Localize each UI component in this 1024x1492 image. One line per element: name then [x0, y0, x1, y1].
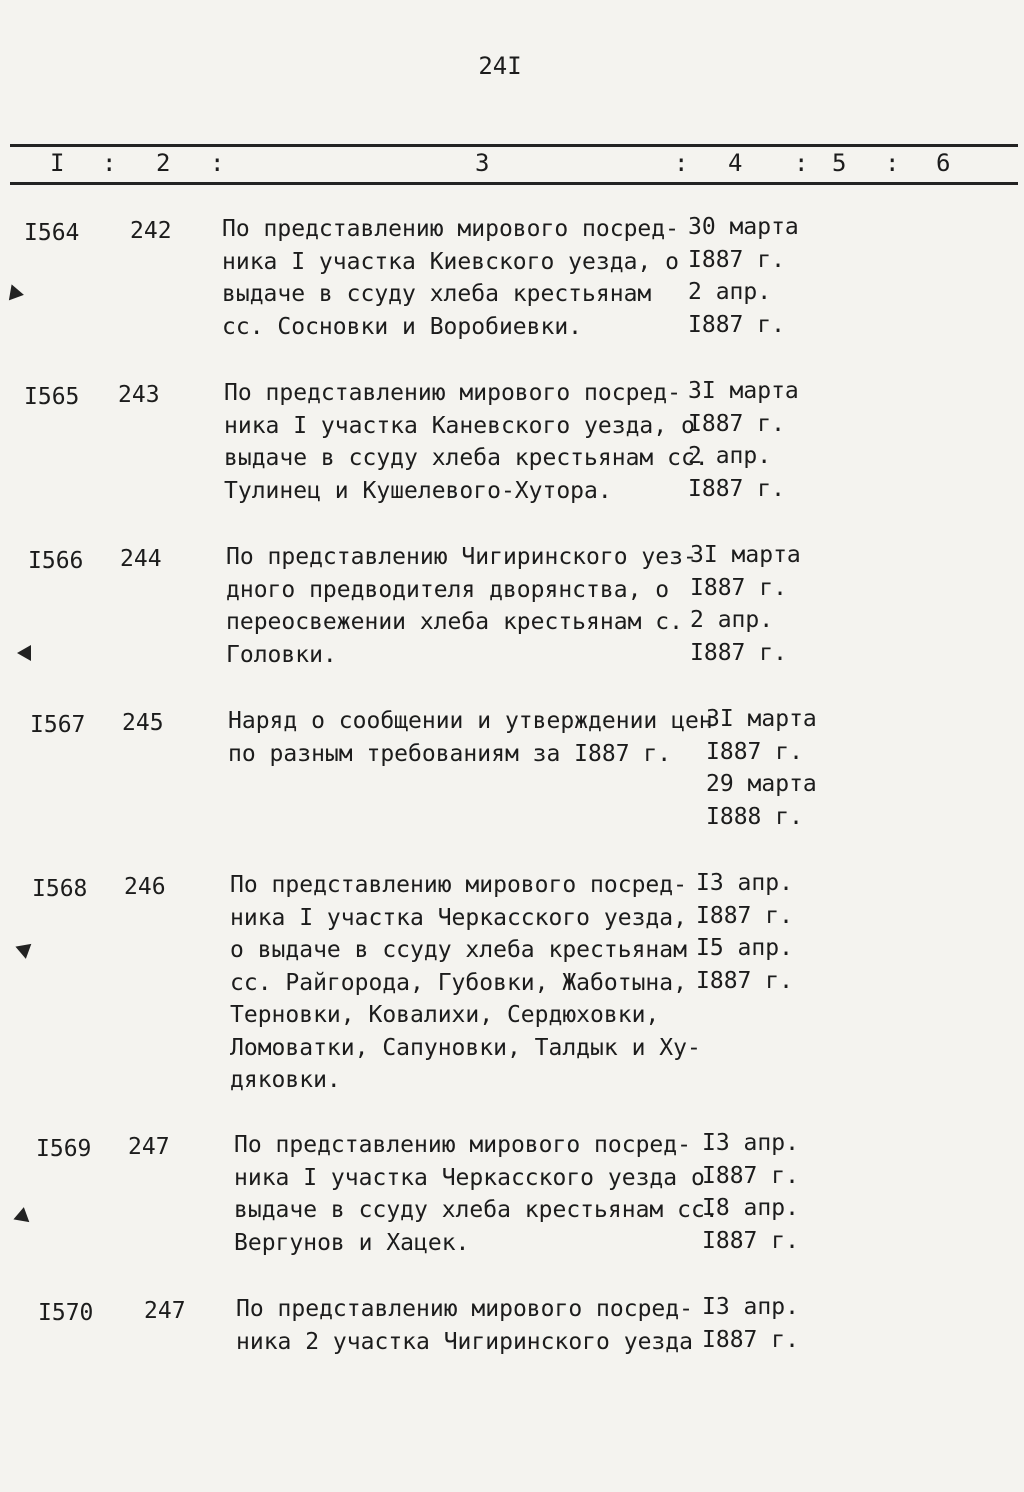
table-header-rule	[10, 182, 1018, 185]
entry-date-line: I887 г.	[690, 639, 787, 666]
page-number: 24I	[478, 52, 522, 80]
entry-sheet-number: 246	[124, 874, 166, 900]
entry-sheet-number: 242	[130, 218, 172, 244]
entry-date-line: 29 марта	[706, 771, 817, 797]
entry-date-line: I3 апр.	[702, 1294, 799, 1320]
header-col4: 4	[728, 149, 743, 177]
entry-date-line: 30 марта	[688, 214, 799, 240]
entry-number: I564	[24, 220, 80, 246]
entry-description-line: Головки.	[226, 641, 337, 668]
entry-sheet-number: 245	[122, 710, 164, 736]
entry-date-line: I887 г.	[696, 902, 793, 929]
header-col2: 2	[156, 149, 171, 177]
entry-date-line: I887 г.	[696, 967, 793, 994]
entry-description-line: По представлению мирового посред-	[236, 1296, 693, 1322]
entry-date-line: I887 г.	[688, 246, 785, 273]
entry-sheet-number: 247	[144, 1298, 186, 1324]
table-top-rule	[10, 144, 1018, 147]
entry-number: I569	[36, 1136, 92, 1162]
entry-date-line: 2 апр.	[688, 279, 772, 305]
entry-description-line: ника 2 участка Чигиринского уезда	[236, 1328, 693, 1355]
header-col1: I	[50, 149, 65, 177]
margin-mark-icon	[4, 282, 24, 301]
entry-date-line: I887 г.	[688, 311, 785, 338]
entry-date-line: I887 г.	[706, 738, 803, 765]
entry-date-line: I887 г.	[690, 574, 787, 601]
entry-date-line: 3I марта	[688, 378, 799, 404]
entry-sheet-number: 243	[118, 382, 160, 408]
header-col5: 5	[832, 149, 847, 177]
entry-date-line: 3I марта	[706, 706, 817, 732]
header-sep3: :	[674, 149, 689, 177]
header-sep1: :	[102, 149, 117, 177]
entry-description-line: По представлению мирового посред-	[230, 872, 687, 898]
entry-date-line: I887 г.	[688, 475, 785, 502]
entry-sheet-number: 244	[120, 546, 162, 572]
entry-date-line: 2 апр.	[690, 607, 774, 633]
entry-date-line: I8 апр.	[702, 1195, 799, 1221]
entry-description-line: сс. Сосновки и Воробиевки.	[222, 313, 583, 340]
margin-mark-icon	[11, 1207, 30, 1227]
entry-number: I568	[32, 876, 88, 902]
header-col6: 6	[936, 149, 951, 177]
entry-description-line: переосвежении хлеба крестьянам с.	[226, 609, 683, 635]
entry-date-line: I5 апр.	[696, 935, 793, 961]
entry-number: I566	[28, 548, 84, 574]
entry-description-line: Ломоватки, Сапуновки, Талдык и Ху-	[230, 1034, 701, 1061]
entry-description-line: выдаче в ссуду хлеба крестьянам	[222, 281, 652, 307]
header-sep5: :	[885, 149, 900, 177]
header-sep2: :	[210, 149, 225, 177]
header-sep4: :	[794, 149, 809, 177]
entry-description-line: ника I участка Киевского уезда, о	[222, 248, 679, 275]
entry-number: I567	[30, 712, 86, 738]
entry-number: I565	[24, 384, 80, 410]
entry-description-line: ника I участка Черкасского уезда,	[230, 904, 687, 931]
entry-description-line: дного предводителя дворянства, о	[226, 576, 670, 603]
entry-description-line: Наряд о сообщении и утверждении цен	[228, 708, 713, 734]
entry-description-line: По представлению Чигиринского уез-	[226, 544, 697, 570]
entry-description-line: По представлению мирового посред-	[224, 380, 681, 406]
entry-description-line: По представлению мирового посред-	[222, 216, 679, 242]
entry-date-line: I887 г.	[702, 1162, 799, 1189]
entry-description-line: по разным требованиям за I887 г.	[228, 740, 672, 767]
entry-number: I570	[38, 1300, 94, 1326]
entry-description-line: Тулинец и Кушелевого-Хутора.	[224, 477, 612, 504]
entry-description-line: ника I участка Каневского уезда, о	[224, 412, 695, 439]
entry-date-line: I888 г.	[706, 803, 803, 830]
entry-date-line: I3 апр.	[702, 1130, 799, 1156]
entry-sheet-number: 247	[128, 1134, 170, 1160]
entry-description-line: Терновки, Ковалихи, Сердюховки,	[230, 1002, 660, 1028]
entry-description-line: дяковки.	[230, 1067, 341, 1093]
margin-mark-icon	[13, 939, 32, 959]
entry-date-line: I3 апр.	[696, 870, 793, 896]
entry-date-line: I887 г.	[688, 410, 785, 437]
margin-mark-icon	[17, 645, 31, 661]
entry-description-line: сс. Райгорода, Губовки, Жаботына,	[230, 969, 687, 996]
entry-date-line: I887 г.	[702, 1227, 799, 1254]
header-col3: 3	[475, 149, 490, 177]
entry-description-line: о выдаче в ссуду хлеба крестьянам	[230, 937, 687, 963]
entry-description-line: ника I участка Черкасского уезда о	[234, 1164, 705, 1191]
entry-description-line: выдаче в ссуду хлеба крестьянам сс.	[234, 1197, 719, 1223]
entry-description-line: По представлению мирового посред-	[234, 1132, 691, 1158]
entry-date-line: 3I марта	[690, 542, 801, 568]
entry-date-line: I887 г.	[702, 1326, 799, 1353]
entry-description-line: выдаче в ссуду хлеба крестьянам сс.	[224, 445, 709, 471]
entry-description-line: Вергунов и Хацек.	[234, 1229, 470, 1256]
entry-date-line: 2 апр.	[688, 443, 772, 469]
